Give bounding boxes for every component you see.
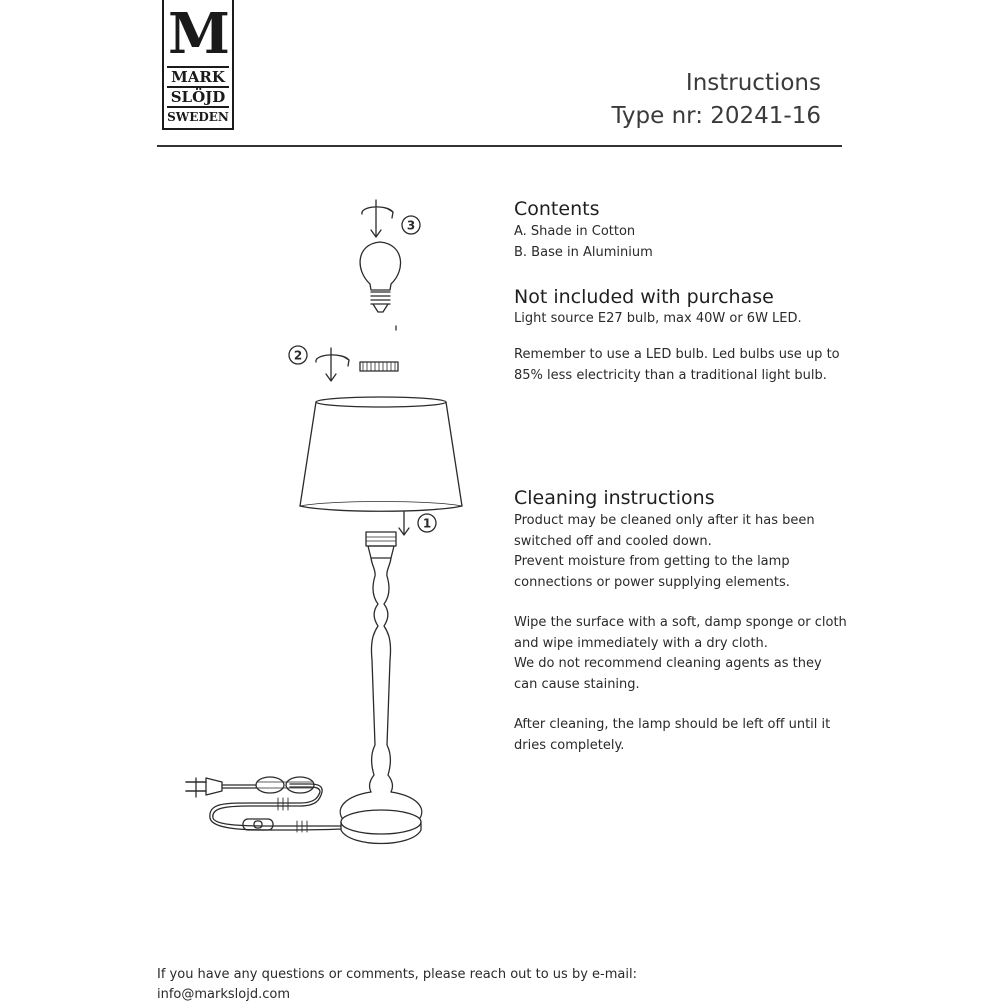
step-2-number: 2 [293, 348, 303, 363]
led-note [514, 345, 840, 386]
rotate-arrow-icon-step3 [362, 200, 393, 237]
logo-line-mark: MARK [167, 66, 229, 86]
cleaning-line: can cause staining. [514, 676, 640, 692]
cleaning-paragraph-2 [514, 613, 847, 695]
step-3-number: 3 [406, 218, 416, 233]
cleaning-line: connections or power supplying elements. [514, 574, 790, 590]
cleaning-line: Prevent moisture from getting to the lamp [514, 554, 790, 569]
cleaning-line: Wipe the surface with a soft, damp sponge or cloth [514, 615, 847, 630]
contact-text: If you have any questions or comments, please reach out to us by e-mail: [157, 967, 637, 982]
contents-item-base: B. Base in Aluminium [514, 244, 653, 260]
cleaning-paragraph-3 [514, 715, 830, 756]
not-included-heading: Not included with purchase [514, 286, 774, 308]
logo-letter: M [168, 1, 228, 67]
cleaning-line: Product may be cleaned only after it has been [514, 513, 815, 528]
logo-line-slojd: SLÖJD [167, 86, 229, 106]
cleaning-heading: Cleaning instructions [514, 487, 715, 509]
contact-footer [157, 965, 637, 1005]
contents-list [514, 222, 653, 263]
cleaning-line: dries completely. [514, 737, 625, 753]
rotate-arrow-icon-step2 [316, 348, 349, 381]
led-note-line: 85% less electricity than a traditional light bulb. [514, 367, 827, 383]
type-number: Type nr: 20241-16 [611, 103, 821, 129]
led-note-line: Remember to use a LED bulb. Led bulbs use up to [514, 347, 840, 362]
cleaning-line: After cleaning, the lamp should be left off until it [514, 717, 831, 732]
logo-line-sweden: SWEDEN [167, 106, 229, 126]
plug-icon [206, 778, 222, 795]
contact-email[interactable]: info@markslojd.com [157, 987, 290, 1002]
contents-heading: Contents [514, 198, 600, 220]
contents-item-shade: A. Shade in Cotton [514, 224, 636, 239]
shade-ring-icon [360, 362, 398, 371]
document-title: Instructions [685, 70, 821, 96]
step-1-number: 1 [422, 516, 432, 531]
light-bulb-icon [360, 242, 400, 330]
cleaning-line: switched off and cooled down. [514, 533, 712, 549]
cleaning-paragraph-1 [514, 511, 815, 593]
lamp-shade-illustration [300, 397, 462, 511]
down-arrow-icon-step1 [399, 512, 409, 535]
power-cord-illustration [186, 777, 341, 832]
lamp-base-illustration [340, 532, 422, 844]
cleaning-line: and wipe immediately with a dry cloth. [514, 635, 768, 651]
cleaning-line: We do not recommend cleaning agents as they [514, 656, 822, 671]
light-source-text: Light source E27 bulb, max 40W or 6W LED. [514, 311, 802, 326]
